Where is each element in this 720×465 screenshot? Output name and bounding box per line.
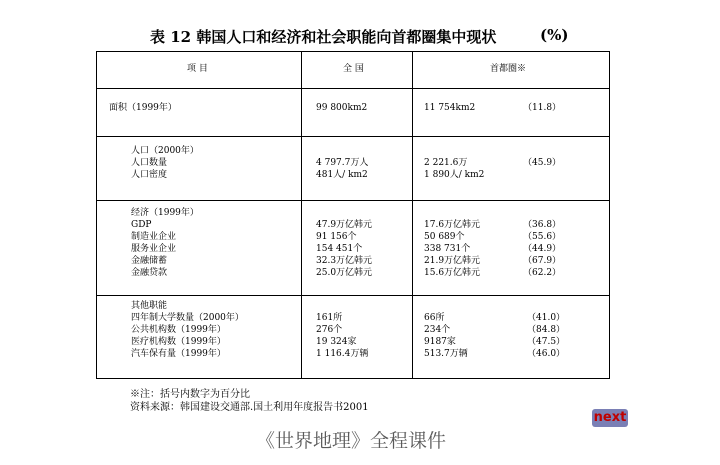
- national-value: 161所: [316, 313, 343, 323]
- percent-value: （55.6）: [523, 232, 562, 242]
- row-label: 汽车保有量（1999年）: [131, 349, 226, 359]
- capital-value: 17.6万亿韩元: [424, 220, 481, 230]
- row-divider: [97, 88, 609, 89]
- column-divider: [301, 52, 302, 378]
- national-value: 1 116.4万辆: [316, 349, 369, 359]
- percent-value: （41.0）: [527, 313, 566, 323]
- row-label: 公共机构数（1999年）: [131, 325, 226, 335]
- percent-value: （62.2）: [523, 268, 562, 278]
- section-heading: 人口（2000年）: [131, 146, 199, 156]
- national-value: 4 797.7万人: [316, 158, 369, 168]
- row-label: 面积（1999年）: [109, 103, 177, 113]
- capital-value: 21.9万亿韩元: [424, 256, 481, 266]
- header-capital: 首都圈※: [490, 64, 527, 74]
- header-national: 全 国: [343, 64, 364, 74]
- capital-value: 15.6万亿韩元: [424, 268, 481, 278]
- percent-value: （47.5）: [527, 337, 566, 347]
- row-label: 金融储蓄: [131, 256, 168, 266]
- row-label: 金融贷款: [131, 268, 168, 278]
- percent-value: （46.0）: [527, 349, 566, 359]
- national-value: 47.9万亿韩元: [316, 220, 373, 230]
- column-divider: [412, 52, 413, 378]
- national-value: 481人/ km2: [316, 170, 368, 180]
- row-divider: [97, 136, 609, 137]
- percent-value: （36.8）: [523, 220, 562, 230]
- row-label: 制造业企业: [131, 232, 177, 242]
- row-label: 人口数量: [131, 158, 168, 168]
- capital-value: 66所: [424, 313, 445, 323]
- national-value: 32.3万亿韩元: [316, 256, 373, 266]
- national-value: 154 451个: [316, 244, 363, 254]
- header-item: 项 目: [187, 64, 208, 74]
- row-label: 人口密度: [131, 170, 168, 180]
- capital-value: 1 890人/ km2: [424, 170, 485, 180]
- percent-value: （45.9）: [523, 158, 562, 168]
- national-value: 99 800km2: [316, 103, 368, 113]
- national-value: 19 324家: [316, 337, 357, 347]
- title-text: 表 12 韩国人口和经济和社会职能向首都圈集中现状: [150, 28, 497, 46]
- data-table: [96, 51, 610, 379]
- table-notes: [130, 388, 369, 414]
- national-value: 276个: [316, 325, 343, 335]
- national-value: 91 156个: [316, 232, 357, 242]
- percent-value: （11.8）: [523, 103, 562, 113]
- table-title: [150, 26, 590, 48]
- unit-label: (%): [540, 26, 569, 44]
- row-label: 服务业企业: [131, 244, 177, 254]
- section-heading: 经济（1999年）: [131, 208, 199, 218]
- row-divider: [97, 200, 609, 201]
- course-footer: 《世界地理》全程课件: [256, 430, 447, 452]
- section-heading: 其他职能: [131, 301, 168, 311]
- row-divider: [97, 295, 609, 296]
- capital-value: 50 689个: [424, 232, 465, 242]
- next-button[interactable]: next: [593, 410, 627, 425]
- percent-value: （67.9）: [523, 256, 562, 266]
- source-line: 资料来源：韩国建设交通部.国土利用年度报告书2001: [130, 402, 369, 413]
- capital-value: 9187家: [424, 337, 456, 347]
- capital-value: 513.7万辆: [424, 349, 468, 359]
- national-value: 25.0万亿韩元: [316, 268, 373, 278]
- row-label: GDP: [131, 220, 152, 230]
- capital-value: 234个: [424, 325, 451, 335]
- capital-value: 11 754km2: [424, 103, 476, 113]
- note-line: ※注：括号内数字为百分比: [130, 389, 250, 400]
- percent-value: （84.8）: [527, 325, 566, 335]
- percent-value: （44.9）: [523, 244, 562, 254]
- row-label: 四年制大学数量（2000年）: [131, 313, 244, 323]
- capital-value: 2 221.6万: [424, 158, 468, 168]
- capital-value: 338 731个: [424, 244, 471, 254]
- row-label: 医疗机构数（1999年）: [131, 337, 226, 347]
